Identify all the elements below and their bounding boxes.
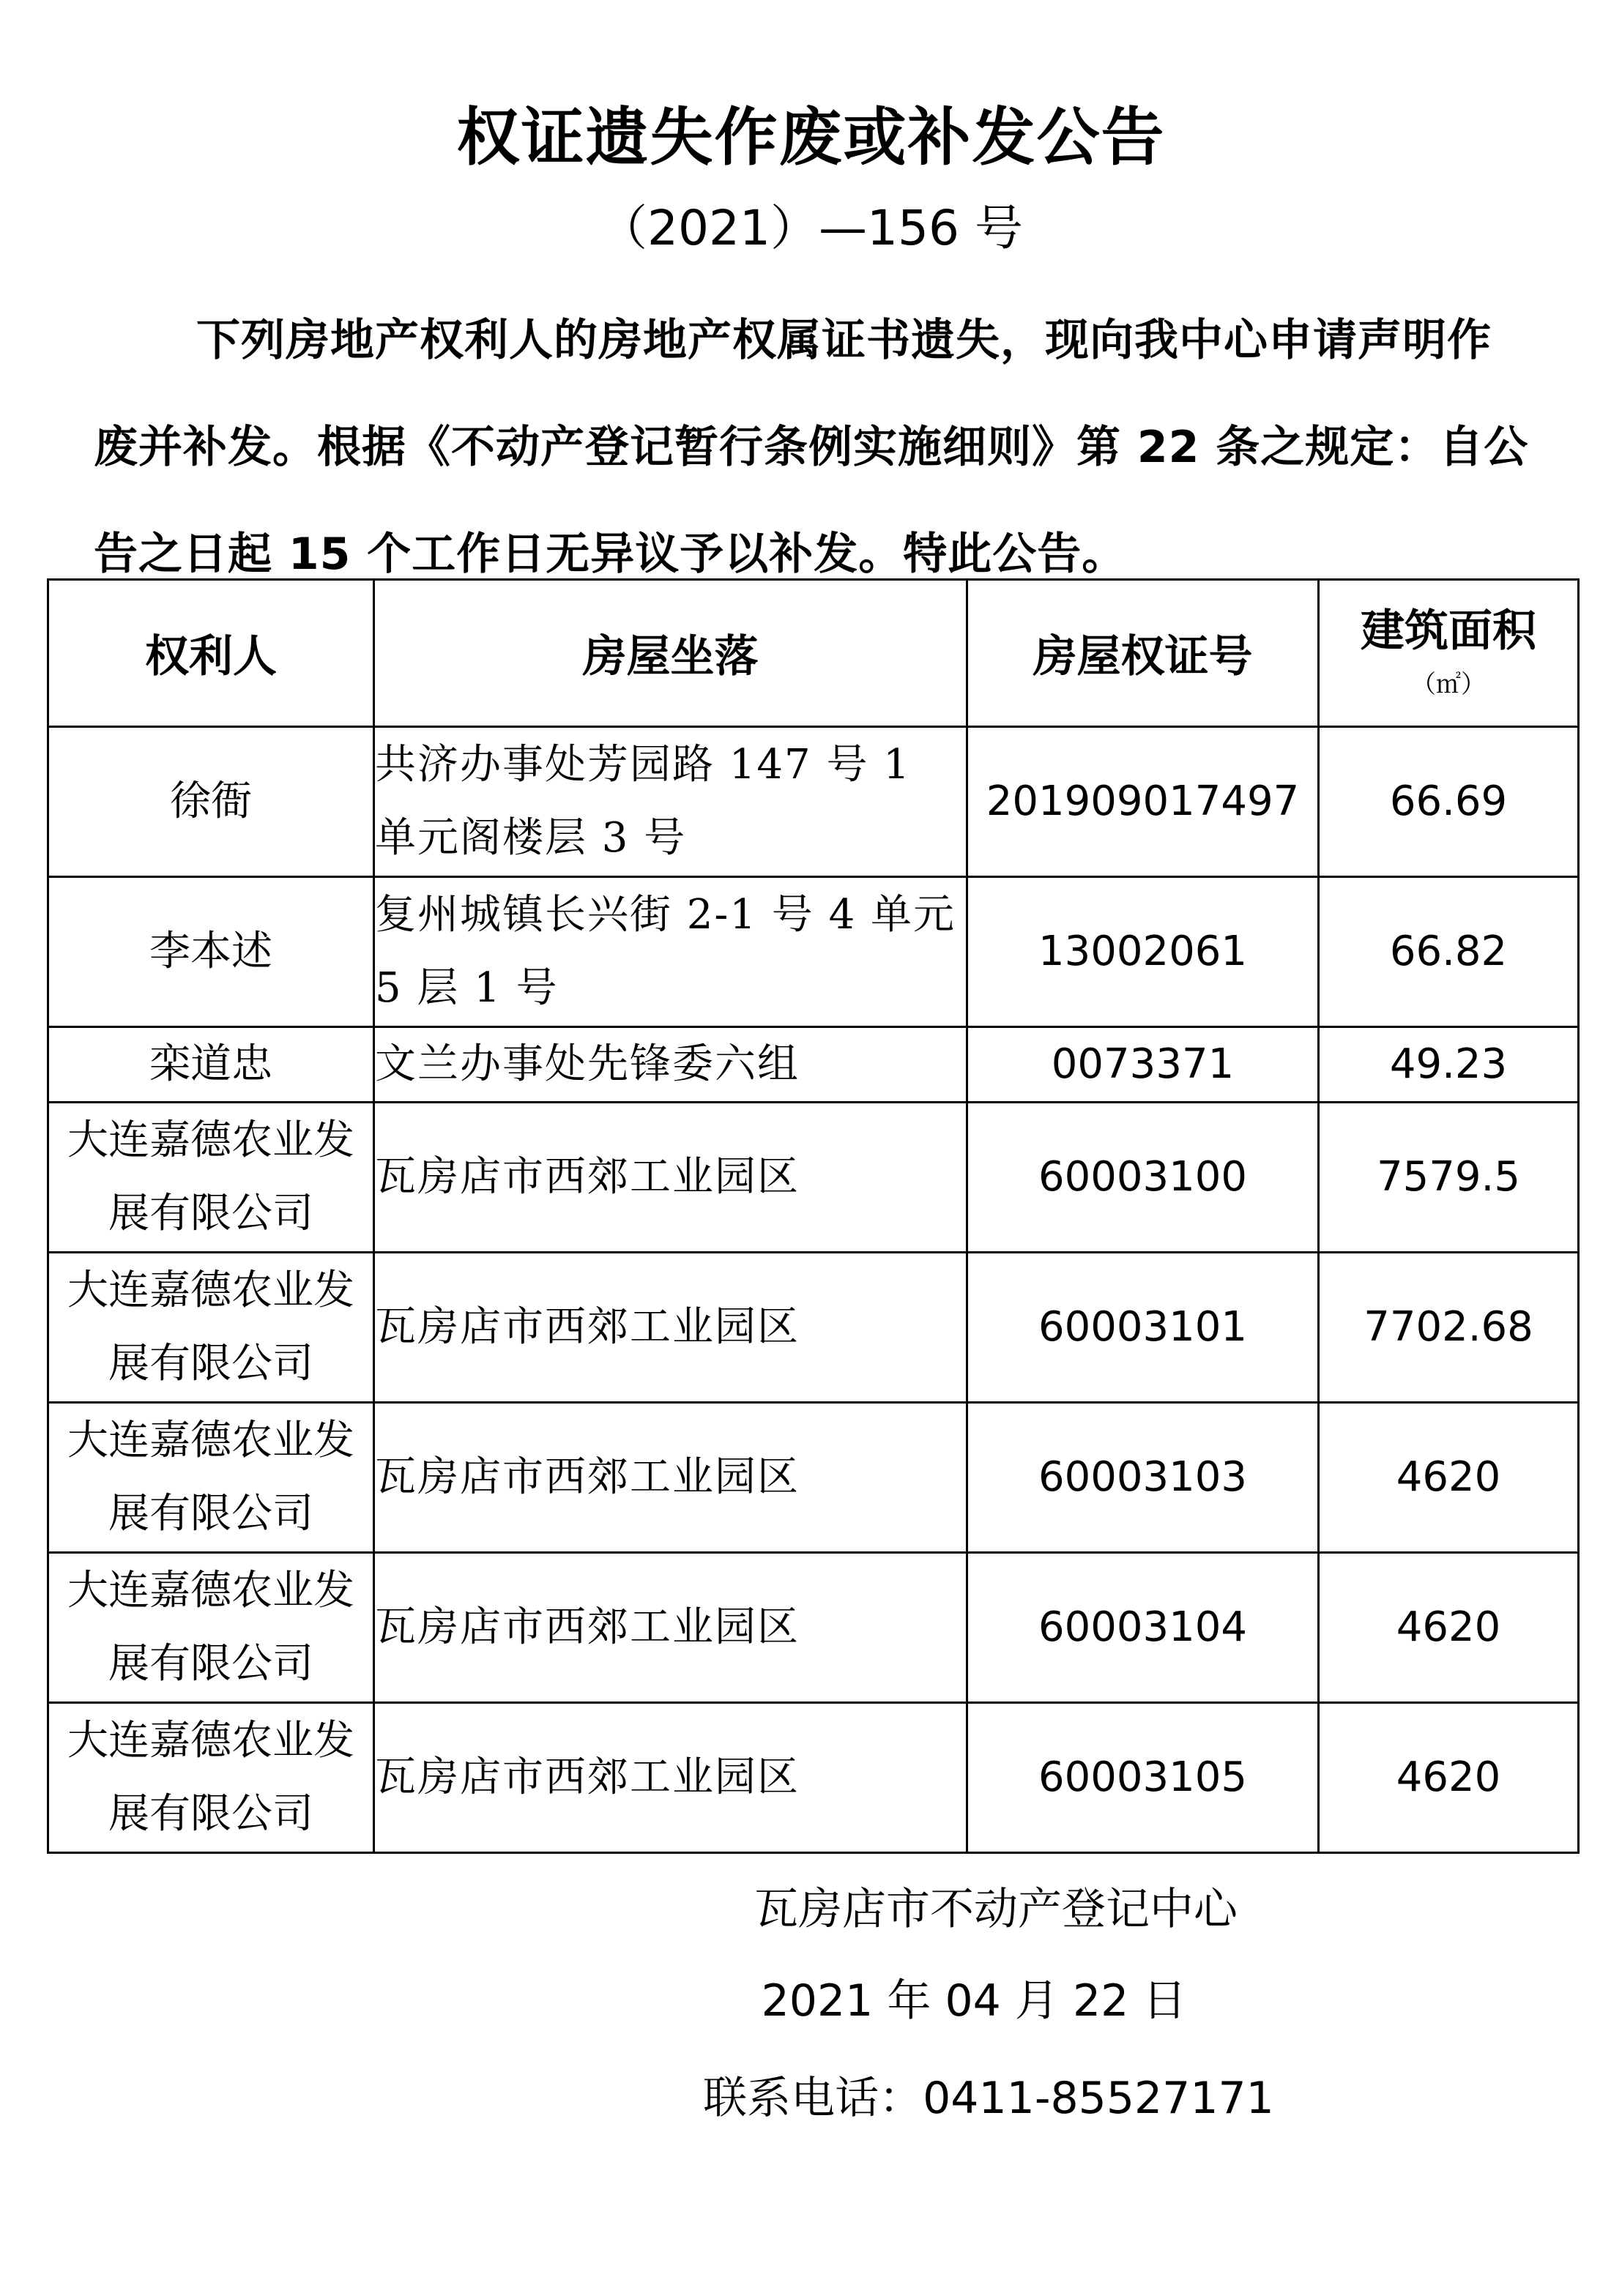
contact-phone: 联系电话：0411-85527171 [703, 2073, 1274, 2124]
cert-no-cell: 60003104 [967, 1553, 1319, 1703]
owner-cell: 大连嘉德农业发展有限公司 [48, 1703, 374, 1853]
header-area [1319, 580, 1579, 727]
location-cell: 瓦房店市西郊工业园区 [374, 1103, 967, 1253]
location-cell: 瓦房店市西郊工业园区 [374, 1403, 967, 1553]
table-row [48, 1403, 1579, 1553]
cert-no-cell: 60003105 [967, 1703, 1319, 1853]
lost-certificates-table [47, 578, 1580, 1854]
area-cell: 4620 [1319, 1553, 1579, 1703]
location-cell: 文兰办事处先锋委六组 [374, 1027, 967, 1103]
header-owner: 权利人 [48, 580, 374, 727]
header-location: 房屋坐落 [374, 580, 967, 727]
location-cell: 共济办事处芳园路 147 号 1 单元阁楼层 3 号 [374, 727, 967, 877]
notice-title: 权证遗失作废或补发公告 [456, 101, 1166, 174]
notice-body: 下列房地产权利人的房地产权属证书遗失，现向我中心申请声明作废并补发。根据《不动产登记暂行条例实施细则》第 22 条之规定：自公告之日起 15 个工作日无异议予以补发。特此公告。 [94, 315, 1529, 580]
table-row [48, 1253, 1579, 1403]
owner-cell: 大连嘉德农业发展有限公司 [48, 1553, 374, 1703]
table-row [48, 877, 1579, 1027]
cert-no-cell: 201909017497 [967, 727, 1319, 877]
area-cell: 4620 [1319, 1703, 1579, 1853]
header-area-unit: （㎡） [1411, 670, 1486, 699]
area-cell: 7702.68 [1319, 1253, 1579, 1403]
header-cert-no: 房屋权证号 [967, 580, 1319, 727]
area-cell: 7579.5 [1319, 1103, 1579, 1253]
owner-cell: 栾道忠 [48, 1027, 374, 1103]
owner-cell: 徐衙 [48, 727, 374, 877]
location-cell: 瓦房店市西郊工业园区 [374, 1553, 967, 1703]
cert-no-cell: 13002061 [967, 877, 1319, 1027]
table-row [48, 1103, 1579, 1253]
owner-cell: 大连嘉德农业发展有限公司 [48, 1103, 374, 1253]
issuer-name: 瓦房店市不动产登记中心 [754, 1884, 1238, 1935]
cert-no-cell: 60003101 [967, 1253, 1319, 1403]
owner-cell: 李本述 [48, 877, 374, 1027]
location-cell: 复州城镇长兴街 2-1 号 4 单元 5 层 1 号 [374, 877, 967, 1027]
table-header-row [48, 580, 1579, 727]
notice-number: （2021）—156 号 [599, 200, 1023, 256]
location-cell: 瓦房店市西郊工业园区 [374, 1253, 967, 1403]
cert-no-cell: 60003100 [967, 1103, 1319, 1253]
table-row [48, 1703, 1579, 1853]
table-row [48, 727, 1579, 877]
cert-no-cell: 60003103 [967, 1403, 1319, 1553]
issue-date: 2021 年 04 月 22 日 [761, 1975, 1187, 2027]
area-cell: 66.82 [1319, 877, 1579, 1027]
area-cell: 49.23 [1319, 1027, 1579, 1103]
area-cell: 66.69 [1319, 727, 1579, 877]
owner-cell: 大连嘉德农业发展有限公司 [48, 1403, 374, 1553]
header-area-label: 建筑面积 [1361, 605, 1536, 657]
table-row [48, 1553, 1579, 1703]
owner-cell: 大连嘉德农业发展有限公司 [48, 1253, 374, 1403]
location-cell: 瓦房店市西郊工业园区 [374, 1703, 967, 1853]
table-row [48, 1027, 1579, 1103]
area-cell: 4620 [1319, 1403, 1579, 1553]
cert-no-cell: 0073371 [967, 1027, 1319, 1103]
